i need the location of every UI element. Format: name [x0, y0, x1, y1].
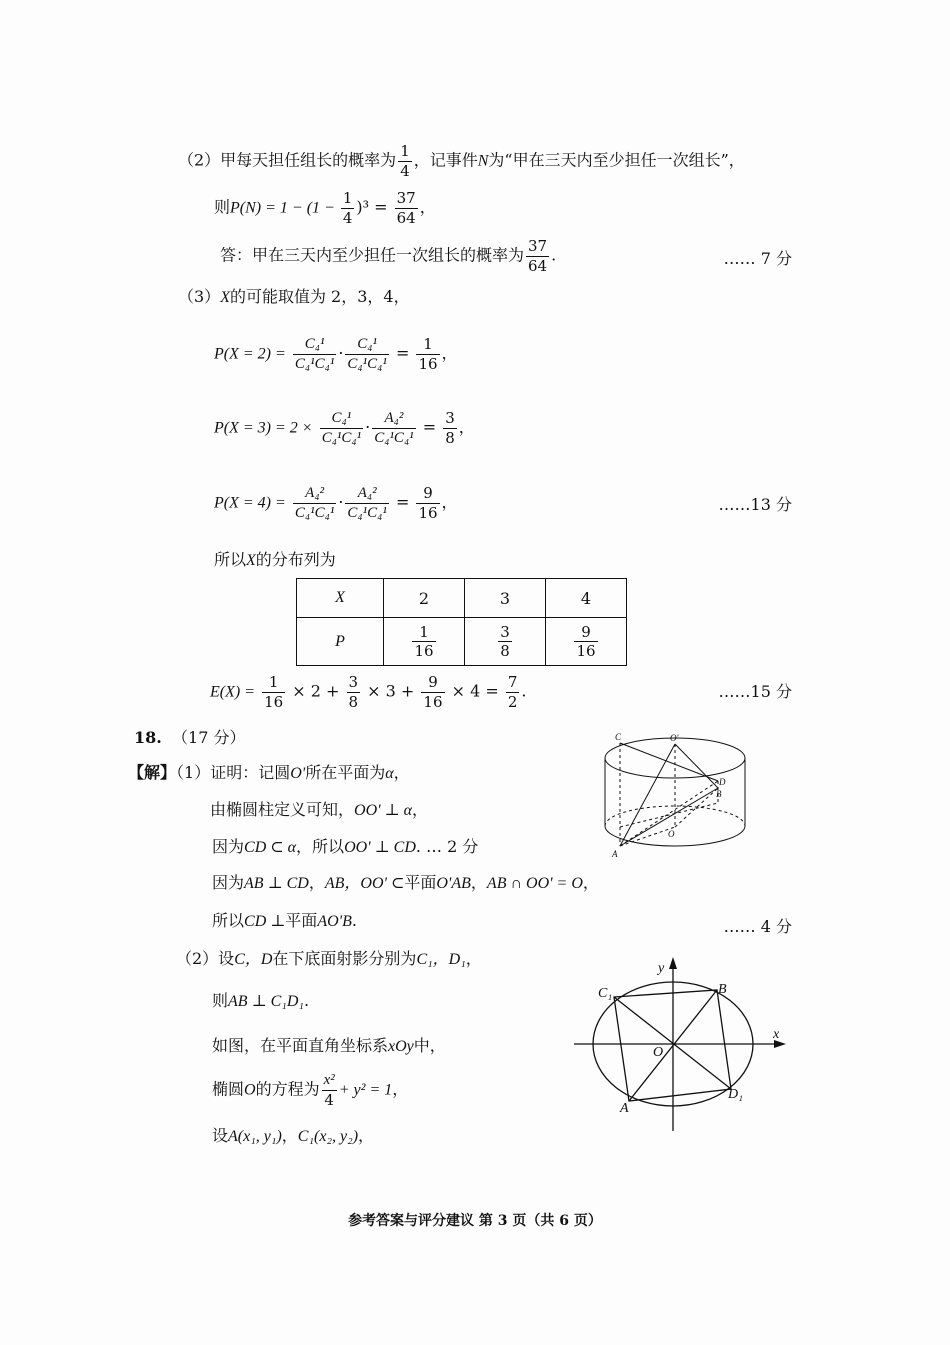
label-C1: C₁ [598, 986, 613, 1001]
label-B: B [718, 982, 727, 997]
q18-part2-line5: 设A(x₁, y₁)，C₁(x₂, y₂)， [212, 1126, 375, 1145]
ellipse-coordinate-figure [570, 955, 790, 1135]
eq-px4: P(X = 4) = $\frac{\text{A₄²}}{\text{C₄¹C₄¹}}$ · $\frac{\text{A₄²}}{\text{C₄¹C₄¹}}$ = $\frac{9}{16}$ ， [214, 484, 458, 522]
q18-line1: 【解】（1）证明：记圆O'所在平面为α， [128, 763, 410, 782]
label-A: A [620, 1101, 629, 1116]
table-cell: 3 [465, 579, 546, 618]
part2-answer: 答：甲在三天内至少担任一次组长的概率为 $\frac{37}{64}$ . [220, 237, 557, 275]
score-4: …… 4 分 [723, 917, 792, 936]
q18-line5: 所以CD ⊥平面AO'B. [212, 911, 357, 930]
dist-intro: 所以X的分布列为 [214, 550, 336, 569]
distribution-table [296, 578, 627, 666]
label-O-prime: O' [670, 733, 679, 743]
y-arrow-icon [669, 957, 677, 969]
eq-px2: P(X = 2) = $\frac{\text{C₄¹}}{\text{C₄¹C₄¹}}$ · $\frac{\text{C₄¹}}{\text{C₄¹C₄¹}}$ = $\frac{1}{16}$ ， [214, 335, 458, 373]
label-x: x [773, 1027, 780, 1042]
q18-part2-line3: 如图，在平面直角坐标系xOy中， [212, 1036, 446, 1055]
q18-line3: 因为CD ⊂ α，所以OO' ⊥ CD. … 2 分 [212, 837, 479, 856]
table-cell: P [297, 618, 384, 666]
label-D: D [719, 777, 726, 787]
label-C: C [615, 732, 622, 742]
part2-calc: 则P(N) = 1 − (1 − $\frac{1}{4}$ )³ = $\frac{37}{64}$ ， [214, 189, 436, 227]
score-15: ……15 分 [718, 682, 792, 701]
q18-line4: 因为AB ⊥ CD，AB，OO' ⊂平面O'AB，AB ∩ OO' = O， [212, 873, 599, 892]
table-row [297, 579, 627, 618]
part3-intro: （3）X的可能取值为 2，3，4， [178, 287, 410, 306]
page-footer: 参考答案与评分建议 第 3 页（共 6 页） [348, 1213, 602, 1229]
table-cell: 4 [546, 579, 627, 618]
fraction: $\frac{1}{4}$ [400, 142, 410, 180]
table-cell: $\frac{3}{8}$ [465, 618, 546, 666]
score-13: ……13 分 [718, 495, 792, 514]
part2-intro: （2）甲每天担任组长的概率为 $\frac{1}{4}$ ，记事件N为“甲在三天内至少担任一次组长”， [178, 142, 745, 180]
eq-px3: P(X = 3) = 2 × $\frac{\text{C₄¹}}{\text{C₄¹C₄¹}}$ · $\frac{\text{A₄²}}{\text{C₄¹C₄¹}}$ = $\frac{3}{8}$ ， [214, 409, 475, 447]
table-row [297, 618, 627, 666]
expectation: E(X) = $\frac{1}{16}$ × 2 + $\frac{3}{8}$ × 3 + $\frac{9}{16}$ × 4 = $\frac{7}{2}$ . [210, 673, 527, 711]
q18-line2: 由椭圆柱定义可知，OO' ⊥ α， [210, 800, 429, 819]
label-O: O [668, 829, 675, 839]
label-O: O [653, 1045, 664, 1060]
table-cell: 2 [384, 579, 465, 618]
elliptic-cylinder-figure [598, 728, 758, 858]
q18-part2-line4: 椭圆O的方程为 $\frac{\text{x²}}{4}$ + y² = 1， [212, 1072, 409, 1109]
label-A: A [612, 849, 618, 858]
score-7: …… 7 分 [723, 249, 792, 268]
table-cell: $\frac{9}{16}$ [546, 618, 627, 666]
table-cell: X [297, 579, 384, 618]
q18-header: 18. （17 分） [134, 728, 246, 747]
q18-part2-line2: 则AB ⊥ C₁D₁. [212, 991, 310, 1010]
label-B: B [716, 789, 722, 799]
table-cell: $\frac{1}{16}$ [384, 618, 465, 666]
label-y: y [658, 961, 665, 976]
label-D1: D₁ [728, 1087, 743, 1102]
q18-part2-line1: （2）设C，D在下底面射影分别为C₁，D₁， [176, 949, 482, 968]
